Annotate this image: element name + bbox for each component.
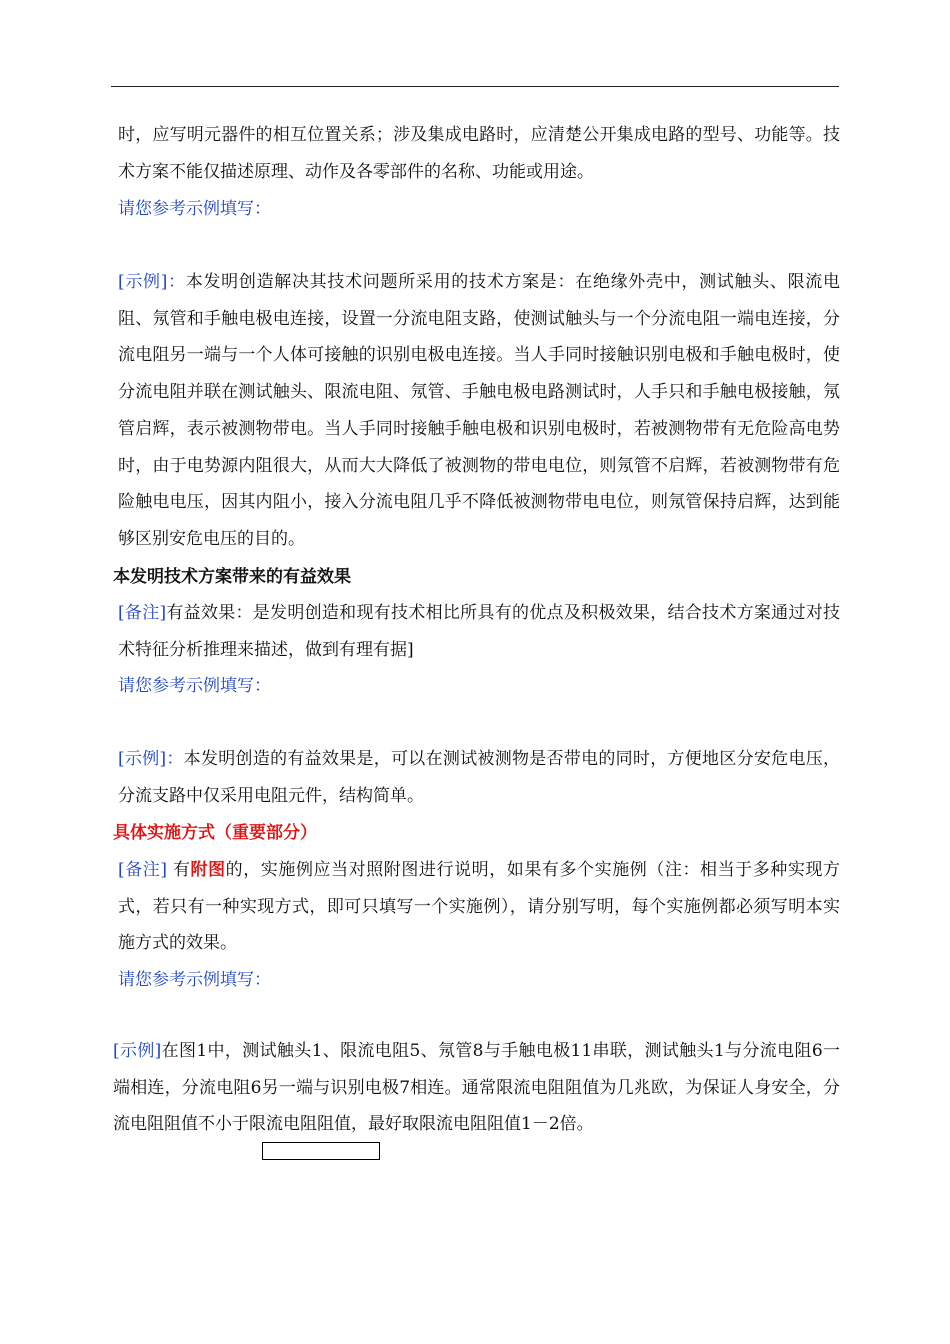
empty-text-box (262, 1142, 380, 1160)
effect-heading: 本发明技术方案带来的有益效果 (113, 567, 351, 587)
impl-note-tag: [备注] (118, 860, 167, 880)
example1-paragraph (118, 264, 840, 558)
header-rule (111, 86, 839, 87)
impl-prompt: 请您参考示例填写： (118, 970, 271, 990)
effect-prompt: 请您参考示例填写： (118, 676, 271, 696)
effect-example (118, 741, 840, 814)
effect-example-tag: [示例]： (118, 749, 184, 769)
intro-prompt: 请您参考示例填写： (118, 199, 271, 219)
effect-note-tag: [备注] (118, 603, 167, 623)
impl-example (113, 1033, 840, 1143)
effect-note (118, 595, 840, 668)
impl-note (118, 852, 840, 962)
effect-note-text: 有益效果：是发明创造和现有技术相比所具有的优点及积极效果，结合技术方案通过对技术特征分析推理来描述，做到有理有据] (118, 603, 841, 660)
impl-note-pre: 有 (166, 860, 191, 880)
intro-paragraph (118, 117, 840, 190)
example1-text: 本发明创造解决其技术问题所采用的技术方案是：在绝缘外壳中，测试触头、限流电阻、氖管和手触电极电连接，设置一分流电阻支路，使测试触头与一个分流电阻一端电连接，分流电阻另一端与一个人体可接触的识别电极电连接。当人手同时接触识别电极和手触电极时，使分流电阻并联在测试触头、限流电阻、氖管、手触电极电路测试时，人手只和手触电极接触，氖管启辉，表示被测物带电。当人手同时接触手触电极和识别电极时，若被测物带有无危险高电势时，由于电势源内阻很大，从而大大降低了被测物的带电电位，则氖管不启辉，若被测物带有危险触电电压，因其内阻小，接入分流电阻几乎不降低被测物带电电位，则氖管保持启辉，达到能够区别安危电压的目的。 (118, 272, 841, 549)
impl-heading: 具体实施方式（重要部分） (113, 823, 317, 843)
impl-note-post: 的，实施例应当对照附图进行说明，如果有多个实施例（注：相当于多种实现方式，若只有一种实现方式，即可只填写一个实施例），请分别写明，每个实施例都必须写明本实施方式的效果。 (118, 860, 841, 954)
effect-example-text: 本发明创造的有益效果是，可以在测试被测物是否带电的同时，方便地区分安危电压，分流支路中仅采用电阻元件，结构简单。 (118, 749, 841, 806)
impl-example-text: 在图1中，测试触头1、限流电阻5、氖管8与手触电极11串联，测试触头1与分流电阻6一端相连，分流电阻6另一端与识别电极7相连。通常限流电阻阻值为几兆欧，为保证人身安全，分流电阻阻值不小于限流电阻阻值，最好取限流电阻阻值1－2倍。 (113, 1041, 841, 1135)
example1-tag: [示例]： (118, 272, 186, 292)
impl-example-tag: [示例] (113, 1041, 162, 1061)
intro-text: 时，应写明元器件的相互位置关系；涉及集成电路时，应清楚公开集成电路的型号、功能等。技术方案不能仅描述原理、动作及各零部件的名称、功能或用途。 (118, 125, 840, 182)
impl-note-highlight: 附图 (190, 860, 226, 880)
